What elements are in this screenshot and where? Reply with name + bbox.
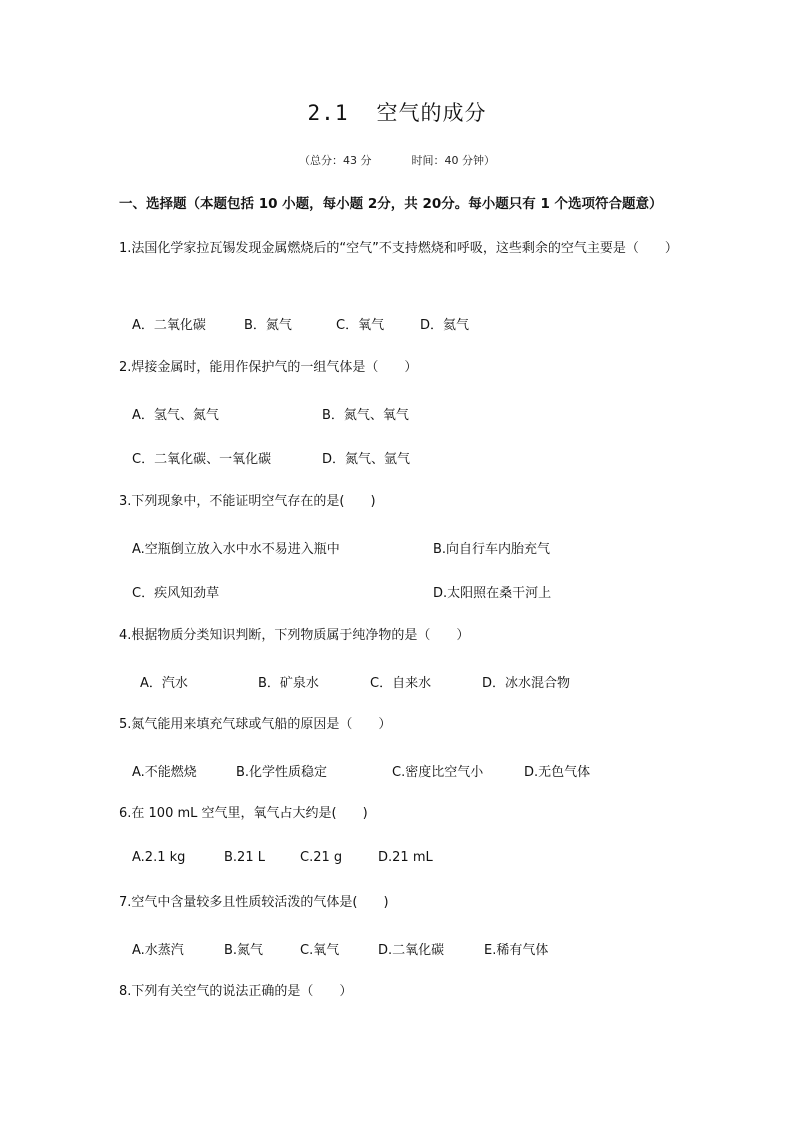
question-6: 6.在 100 mL 空气里，氧气占大约是( )	[119, 806, 368, 821]
option-b: B.氮气	[224, 943, 264, 958]
section-heading: 一、选择题（本题包括 10 小题，每小题 2分，共 20分。每小题只有 1 个选项符合题意）	[119, 196, 663, 212]
option-a: A.2.1 kg	[132, 850, 186, 865]
option-b: B.向自行车内胎充气	[433, 542, 551, 557]
option-a: A.不能燃烧	[132, 765, 197, 780]
option-c: C．二氧化碳、一氧化碳	[132, 452, 272, 467]
time-limit: 时间：40 分钟）	[411, 154, 495, 167]
total-score: （总分：43 分	[299, 154, 372, 167]
question-1: 1.法国化学家拉瓦锡发现金属燃烧后的“空气”不支持燃烧和呼吸，这些剩余的空气主要是（ ）	[119, 241, 678, 256]
option-c: C．自来水	[370, 676, 432, 691]
exam-info	[0, 152, 794, 168]
question-2: 2.焊接金属时，能用作保护气的一组气体是（ ）	[119, 360, 418, 375]
option-b: B．矿泉水	[258, 676, 319, 691]
option-a: A．二氧化碳	[132, 318, 206, 333]
option-a: A．氢气、氮气	[132, 408, 219, 423]
option-b: B.21 L	[224, 850, 265, 865]
title-text: 空气的成分	[376, 101, 487, 125]
option-d: D．氮气、氩气	[322, 452, 411, 467]
option-b: B．氮气	[244, 318, 292, 333]
option-c: C．氧气	[336, 318, 385, 333]
option-c: C.21 g	[300, 850, 343, 865]
page-title	[0, 97, 794, 127]
question-4: 4.根据物质分类知识判断，下列物质属于纯净物的是（ ）	[119, 628, 470, 643]
option-d: D.太阳照在桑干河上	[433, 586, 552, 601]
option-d: D.二氧化碳	[378, 943, 445, 958]
option-d: D．冰水混合物	[482, 676, 571, 691]
option-d: D．氦气	[420, 318, 470, 333]
option-b: B．氮气、氧气	[322, 408, 409, 423]
option-e: E.稀有气体	[484, 943, 549, 958]
question-5: 5.氮气能用来填充气球或气船的原因是（ ）	[119, 717, 392, 732]
question-8: 8.下列有关空气的说法正确的是（ ）	[119, 984, 353, 999]
option-a: A.水蒸汽	[132, 943, 184, 958]
option-d: D.21 mL	[378, 850, 433, 865]
option-c: C．疾风知劲草	[132, 586, 220, 601]
option-d: D.无色气体	[524, 765, 591, 780]
option-a: A.空瓶倒立放入水中水不易进入瓶中	[132, 542, 340, 557]
option-b: B.化学性质稳定	[236, 765, 328, 780]
title-number: 2.1	[307, 101, 349, 125]
question-3: 3.下列现象中，不能证明空气存在的是( )	[119, 494, 376, 509]
option-c: C.氧气	[300, 943, 340, 958]
option-c: C.密度比空气小	[392, 765, 484, 780]
question-7: 7.空气中含量较多且性质较活泼的气体是( )	[119, 895, 389, 910]
option-a: A．汽水	[140, 676, 188, 691]
